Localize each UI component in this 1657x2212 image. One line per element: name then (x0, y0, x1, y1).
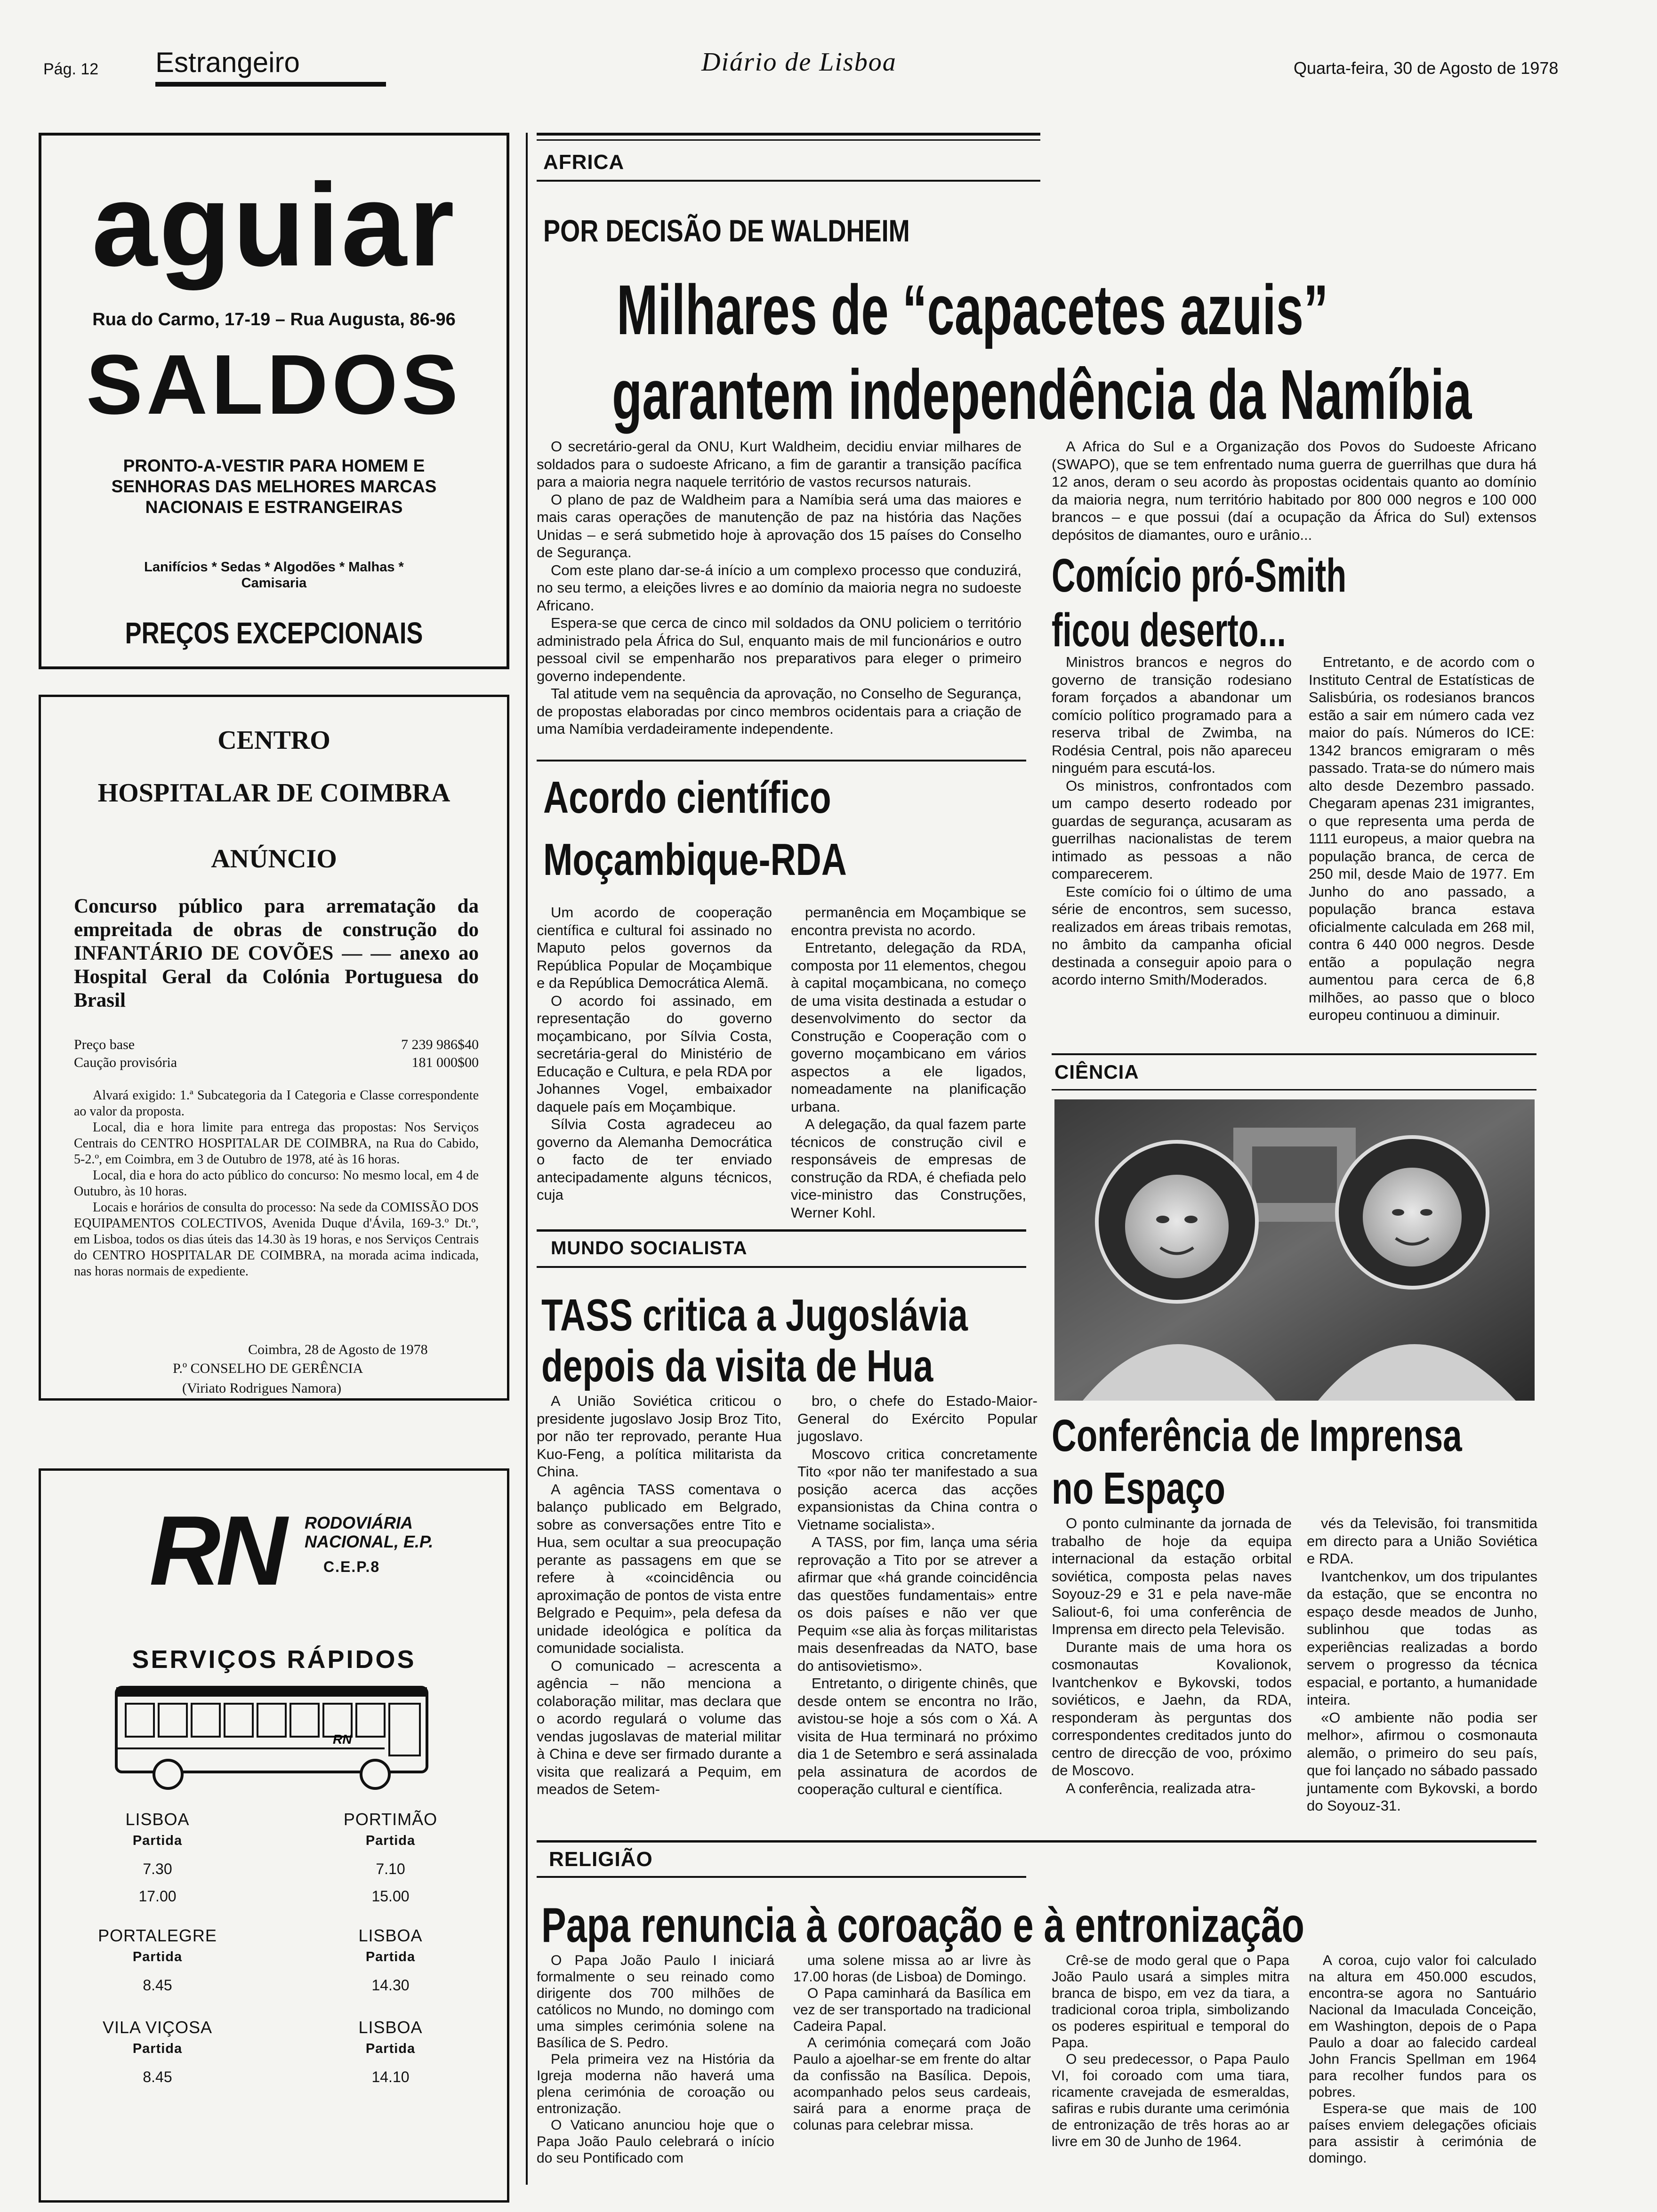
hospital-title-3: ANÚNCIO (211, 844, 337, 874)
paragraph: A agência TASS comentava o balanço publicado em Belgrado, sobre as conversações entre Tito e Hua, sem ocultar a sua preocupação perante as passagens em que se refere à «coincidência ou aproximação de pontos de vista entre Belgrado e Pequim», pela defesa da unidade ideológica e política da comunidade socialista. (537, 1481, 781, 1656)
mundo-rule-top (537, 1229, 1026, 1232)
hospital-note: Local, dia e hora limite para entrega das propostas: Nos Serviços Centrais do CENTRO HOSPITALAR DE COIMBRA, na Rua do Cabido, 5-2.º, em Coimbra, em 3 de Outubro de 1978, até às 16 horas. (74, 1120, 479, 1167)
ad-hospital (39, 695, 509, 1401)
ciencia-col-1 (1052, 1515, 1292, 1797)
paragraph: uma solene missa ao ar livre às 17.00 horas (de Lisboa) de Domingo. (793, 1953, 1031, 1985)
paragraph: A União Soviética criticou o presidente jugoslavo Josip Broz Tito, por não ter reprovado, perante Hua Kuo-Feng, a política militarista da China. (537, 1393, 781, 1480)
comicio-col-2 (1309, 653, 1535, 1024)
paragraph: Tal atitude vem na sequência da aprovação, no Conselho de Segurança, de propostas elaboradas por cinco membros ocidentais para a criação de uma Namíbia verdadeiramente independente. (537, 685, 1022, 737)
acordo-headline-2: Moçambique-RDA (543, 834, 847, 885)
africa-rule-top2 (537, 139, 1040, 141)
religiao-col-1 (537, 1952, 774, 2166)
hospital-caucao-row (74, 1055, 479, 1071)
ad-address: Rua do Carmo, 17-19 – Rua Augusta, 86-96 (92, 310, 456, 329)
route-time: 14.10 (371, 2068, 410, 2085)
ad-aguiar (39, 133, 509, 669)
caucao-label: Caução provisória (74, 1055, 177, 1070)
rn-logo: RN (149, 1495, 283, 1606)
ad-fabrics: Lanifícios * Sedas * Algodões * Malhas * Camisaria (144, 560, 404, 591)
comicio-headline-2: ficou deserto... (1052, 604, 1286, 657)
religiao-headline: Papa renuncia à coroação e à entronização (541, 1898, 1304, 1953)
route-departure-label: Partida (132, 1949, 183, 1964)
route-from (59, 1926, 257, 1999)
section-title: Estrangeiro (155, 47, 300, 78)
route-city: LISBOA (125, 1810, 190, 1829)
caucao-value: 181 000$00 (411, 1055, 479, 1070)
rn-company-1: RODOVIÁRIA (305, 1513, 413, 1532)
ciencia-rule-bottom (1052, 1089, 1536, 1090)
ad-tagline: PRONTO-A-VESTIR PARA HOMEM E SENHORAS DAS MELHORES MARCAS NACIONAIS E ESTRANGEIRAS (111, 456, 437, 517)
paragraph: «O ambiente não podia ser melhor», afirmou o cosmonauta alemão, o primeiro do seu país, que foi lançado no sábado passado juntamente com Bykovski, a bordo do Soyouz-31. (1307, 1709, 1537, 1814)
paragraph: A coroa, cujo valor foi calculado na altura em 450.000 escudos, encontra-se agora no Santuário Nacional da Imaculada Conceição, em Washington, depois de o Papa Paulo a doar ao falecido cardeal John Francis Spellman em 1964 para recolher fundos para os pobres. (1309, 1953, 1536, 2100)
ciencia-rule-top (1052, 1053, 1536, 1055)
ad-prices: PREÇOS EXCEPCIONAIS (125, 616, 423, 650)
page-number: Pág. 12 (43, 60, 99, 78)
acordo-rule-top (537, 760, 1026, 761)
paragraph: A TASS, por fim, lança uma séria reprovação a Tito por se atrever a afirmar que «há grande coincidência das questões fundamentais» entre os dois países e não ver que Pequim «se alia às forças militaristas mais desenfreadas da NATO, base do antisovietismo». (797, 1534, 1038, 1674)
religiao-col-4 (1309, 1952, 1536, 2166)
masthead: Diário de Lisboa (701, 48, 897, 77)
africa-col-1 (537, 438, 1022, 738)
paragraph: Um acordo de cooperação científica e cultural foi assinado no Maputo pelos governos da República Popular de Moçambique e da República Democrática Alemã. (537, 904, 772, 991)
route-to (292, 1926, 490, 1999)
paragraph: Entretanto, delegação da RDA, composta por 11 elementos, chegou à capital moçambicana, no começo de uma visita destinada a estudar o desenvolvimento do sector da Construção e Cooperação com o governo moçambicano em vários aspectos a ele ligados, nomeadamente na planificação urbana. (791, 939, 1026, 1115)
route-timetable (41, 1810, 507, 2109)
hospital-title-2: HOSPITALAR DE COIMBRA (97, 778, 450, 808)
paragraph: Os ministros, confrontados com um campo deserto rodeado por guardas de segurança, acusaram as guerrilhas nacionalistas de terem intimado as pessoas a não comparecerem. (1052, 777, 1292, 882)
route-time: 15.00 (371, 1888, 410, 1905)
route-to (292, 1810, 490, 1910)
paragraph: Entretanto, o dirigente chinês, que desde ontem se encontra no Irão, avistou-se hoje a sós com o Xá. A visita de Hua terminará no próximo dia 1 de Setembro e será assinalada pela assinatura de acordos de cooperação cultural e científica. (797, 1675, 1038, 1797)
route-time: 14.30 (371, 1977, 410, 1994)
paragraph: O Papa João Paulo I iniciará formalmente o seu reinado como dirigente dos 700 milhões de católicos no Mundo, no domingo com uma simples cerimónia solene na Basílica de S. Pedro. (537, 1953, 774, 2051)
route-row (41, 1810, 507, 1910)
cosmonauts-photo (1054, 1099, 1535, 1401)
paragraph: Espera-se que cerca de cinco mil soldados da ONU policiem o território administrado pela África do Sul, enquanto mais de mil funcionários e outro pessoal civil se empenharão nos preparativos para eleger o primeiro governo independente. (537, 615, 1022, 684)
ciencia-label: CIÊNCIA (1054, 1061, 1139, 1083)
paragraph: A Africa do Sul e a Organização dos Povos do Sudoeste Africano (SWAPO), que se tem enfrentado numa guerra de guerrilhas que dura há 12 anos, deram o seu acordo às propostas ocidentais quanto ao domínio da maioria negra, num território habitado por 800 000 negros e 100 000 brancos – e que possui (daí a ocupação da África do Sul) extensos depósitos de diamantes, ouro e urânio... (1052, 438, 1536, 543)
rn-services: SERVIÇOS RÁPIDOS (132, 1645, 416, 1674)
africa-rule-bottom (537, 180, 1040, 182)
hospital-lead: Concurso público para arrematação da empreitada de obras de construção do INFANTÁRIO DE COVÕES — — anexo ao Hospital Geral da Colónia Portuguesa do Brasil (74, 895, 479, 1011)
hospital-note: Alvará exigido: 1.ª Subcategoria da I Categoria e Classe correspondente ao valor da proposta. (74, 1088, 479, 1119)
paragraph: Espera-se que mais de 100 países enviem delegações oficiais para assistir à cerimónia de domingo. (1309, 2101, 1536, 2166)
africa-kicker: POR DECISÃO DE WALDHEIM (543, 213, 910, 248)
paragraph: Entretanto, e de acordo com o Instituto Central de Estatísticas de Salisbúria, os rodesianos brancos estão a sair em número cada vez maior do país. Números do ICE: 1342 brancos emigraram o mês passado. Trata-se do número mais alto desde Dezembro passado. Chegaram apenas 231 imigrantes, o que representa uma perda de 1111 europeus, a maior quebra na população branca, de cerca de 250 mil, desde Maio de 1977. Em Junho do ano passado, a população branca estava oficialmente calculada em 268 mil, contra 6 440 000 negros. Desde então a população negra aumentou para cerca de 6,8 milhões, ao passo que o bloco europeu continuou a diminuir. (1309, 654, 1535, 1023)
paragraph: O seu predecessor, o Papa Paulo VI, foi coroado com uma tiara, ricamente cravejada de esmeraldas, safiras e rubis durante uma cerimónia de entronização de três horas ao ar livre em 30 de Junho de 1964. (1052, 2052, 1289, 2149)
ad-brand: aguiar (91, 159, 457, 290)
paragraph: A cerimónia começará com João Paulo a ajoelhar-se em frente do altar da confissão na Basílica. Depois, acompanhado pelos seus cardeais, sairá para a enorme praça de colunas para celebrar missa. (793, 2035, 1031, 2133)
paragraph: vés da Televisão, foi transmitida em directo para a União Soviética e RDA. (1307, 1515, 1537, 1567)
route-row (41, 1926, 507, 1999)
comicio-col-1 (1052, 653, 1292, 989)
route-city: PORTALEGRE (98, 1926, 217, 1945)
mundo-rule-bottom (537, 1266, 1026, 1268)
religiao-col-3 (1052, 1952, 1289, 2150)
paragraph: O acordo foi assinado, em representação do governo moçambicano, por Sílvia Costa, secretária-geral do Ministério de Educação e Cultura, e pela RDA por Johannes Vogel, embaixador daquele país em Moçambique. (537, 992, 772, 1115)
paragraph: bro, o chefe do Estado-Maior-General do Exército Popular jugoslavo. (797, 1393, 1038, 1444)
mundo-col-1 (537, 1392, 781, 1798)
paragraph: A conferência, realizada atra- (1066, 1779, 1256, 1796)
price-value: 7 239 986$40 (401, 1037, 479, 1052)
religiao-label: RELIGIÃO (549, 1848, 653, 1871)
route-city: LISBOA (358, 1926, 423, 1945)
hospital-note: Locais e horários de consulta do processo: Na sede da COMISSÃO DOS EQUIPAMENTOS COLECTIVOS, Avenida Duque d'Ávila, 169-3.º Dt.º, em Lisboa, todos os dias úteis das 14.30 às 19 horas, e nos Serviços Centrais do CENTRO HOSPITALAR DE COIMBRA, na morada acima indicada, nas horas normais de expediente. (74, 1200, 479, 1279)
ad-rodoviaria (39, 1468, 509, 2203)
paragraph: O Papa caminhará da Basílica em vez de ser transportado na tradicional Cadeira Papal. (793, 1986, 1031, 2034)
africa-rule-top (537, 133, 1040, 136)
bus-label: RN (333, 1732, 352, 1747)
route-to (292, 2018, 490, 2091)
rn-cep: C.E.P.8 (323, 1558, 380, 1575)
paragraph: Sílvia Costa agradeceu ao governo da Alemanha Democrática o facto de ter enviado antecipadamente alguns técnicos, cuja (537, 1116, 772, 1203)
route-time: 7.30 (143, 1860, 172, 1877)
mundo-col-2 (797, 1392, 1038, 1798)
ciencia-col-2 (1307, 1515, 1537, 1815)
ciencia-headline-1: Conferência de Imprensa (1052, 1411, 1462, 1461)
paragraph: Moscovo critica concretamente Tito «por não ter manifestado a sua posição acerca das acções expansionistas da China contra o Vietname socialista». (797, 1445, 1038, 1533)
hospital-place-date: Coimbra, 28 de Agosto de 1978 (248, 1342, 428, 1357)
bus-illustration (112, 1678, 441, 1795)
acordo-col-2 (791, 904, 1026, 1221)
africa-col-2 (1052, 438, 1536, 544)
route-time: 8.45 (143, 1977, 172, 1994)
route-departure-label: Partida (132, 2041, 183, 2056)
mundo-headline-1: TASS critica a Jugoslávia (541, 1290, 968, 1340)
mundo-label: MUNDO SOCIALISTA (551, 1238, 748, 1258)
africa-headline-2: garantem independência da Namíbia (612, 355, 1472, 434)
hospital-signer: P.º CONSELHO DE GERÊNCIA (173, 1361, 363, 1376)
hospital-notes (74, 1088, 479, 1280)
route-time: 7.10 (376, 1860, 405, 1877)
route-from (59, 2018, 257, 2091)
column-divider (526, 133, 528, 2185)
route-departure-label: Partida (365, 1833, 416, 1848)
hospital-price-row (74, 1037, 479, 1053)
route-time: 8.45 (143, 2068, 172, 2085)
rn-company-2: NACIONAL, E.P. (305, 1532, 434, 1551)
paragraph: O Vaticano anunciou hoje que o Papa João Paulo celebrará o início do seu Pontificado com (537, 2117, 774, 2166)
hospital-title-1: CENTRO (217, 726, 330, 755)
acordo-headline-1: Acordo científico (543, 772, 831, 823)
comicio-headline-1: Comício pró-Smith (1052, 549, 1347, 602)
price-label: Preço base (74, 1037, 135, 1052)
paragraph: Este comício foi o último de uma série de encontros, sem sucesso, realizados em áreas tribais remotas, no âmbito da campanha oficial destinada a conseguir apoio para o acordo interno Smith/Moderados. (1052, 883, 1292, 988)
issue-date: Quarta-feira, 30 de Agosto de 1978 (1294, 58, 1559, 78)
paragraph: Ministros brancos e negros do governo de transição rodesiano foram forçados a abandonar um comício político programado para a reserva tribal de Zwimba, na Rodésia Central, pois não apareceu ninguém para escutá-los. (1052, 654, 1292, 776)
acordo-col-1 (537, 904, 772, 1204)
africa-headline-1: Milhares de “capacetes azuis” (617, 270, 1328, 349)
religiao-rule-bottom (537, 1876, 1026, 1878)
route-city: LISBOA (358, 2018, 423, 2037)
africa-label: AFRICA (543, 151, 625, 174)
route-city: VILA VIÇOSA (102, 2018, 213, 2037)
route-departure-label: Partida (132, 1833, 183, 1848)
paragraph: Com este plano dar-se-á início a um complexo processo que conduzirá, no seu termo, a eleições livres e ao domínio da maioria negra no sudoeste Africano. (537, 561, 1022, 614)
hospital-signer-name: (Viriato Rodrigues Namora) (182, 1380, 342, 1396)
hospital-note: Local, dia e hora do acto público do concurso: No mesmo local, em 4 de Outubro, às 10 horas. (74, 1168, 479, 1199)
mundo-headline-2: depois da visita de Hua (541, 1341, 933, 1391)
route-time: 17.00 (138, 1888, 177, 1905)
paragraph: O comunicado – acrescenta a agência – não menciona a colaboração militar, mas declara que o acordo regulará o volume das vendas jugoslavas de material militar à China e deve ser firmado durante a visita que realizará a Pequim, em meados de Setem- (537, 1657, 781, 1797)
paragraph: A delegação, da qual fazem parte técnicos de construção civil e responsáveis de empresas de construção da RDA, é chefiada pelo vice-ministro das Construções, Werner Kohl. (791, 1116, 1026, 1221)
ad-saldos: SALDOS (86, 337, 462, 432)
route-city: PORTIMÃO (343, 1810, 438, 1829)
route-departure-label: Partida (365, 2041, 416, 2056)
religiao-col-2 (793, 1952, 1031, 2133)
religiao-rule-top (537, 1840, 1536, 1843)
route-row (41, 2018, 507, 2091)
route-departure-label: Partida (365, 1949, 416, 1964)
route-from (59, 1810, 257, 1910)
paragraph: O ponto culminante da jornada de trabalho de hoje da equipa internacional da estação orbital soviética, composta pelas naves Soyouz-29 e 31 e pela nave-mãe Saliout-6, foi uma conferência de Imprensa em directo pela Televisão. (1052, 1515, 1292, 1637)
section-underline (155, 82, 386, 87)
paragraph: permanência em Moçambique se encontra prevista no acordo. (791, 904, 1026, 938)
paragraph: Pela primeira vez na História da Igreja moderna não haverá uma plena cerimónia de coroação ou entronização. (537, 2052, 774, 2116)
paragraph: Crê-se de modo geral que o Papa João Paulo usará a simples mitra branca de bispo, em vez da tiara, a tradicional coroa tripla, simbolizando os poderes espiritual e temporal do Papa. (1052, 1953, 1289, 2051)
paragraph: Ivantchenkov, um dos tripulantes da estação, que se encontra no espaço desde meados de Junho, sublinhou que todas as experiências realizadas a bordo servem o progresso da técnica espacial, e portanto, a humanidade inteira. (1307, 1568, 1537, 1708)
paragraph: Durante mais de uma hora os cosmonautas Kovalionok, Ivantchenkov e Bykovski, todos soviéticos, e Jaehn, da RDA, responderam às perguntas dos correspondentes creditados junto do centro de direcção de voo, próximo de Moscovo. (1052, 1638, 1292, 1779)
ciencia-headline-2: no Espaço (1052, 1463, 1225, 1514)
paragraph: O plano de paz de Waldheim para a Namíbia será uma das maiores e mais caras operações de manutenção de paz na história das Nações Unidas – e será submetido hoje à aprovação dos 15 países do Conselho de Segurança. (537, 491, 1022, 561)
paragraph: O secretário-geral da ONU, Kurt Waldheim, decidiu enviar milhares de soldados para o sudoeste Africano, a fim de garantir a transição pacífica para a maioria negra naquele território de vastos recursos naturais. (537, 438, 1022, 490)
